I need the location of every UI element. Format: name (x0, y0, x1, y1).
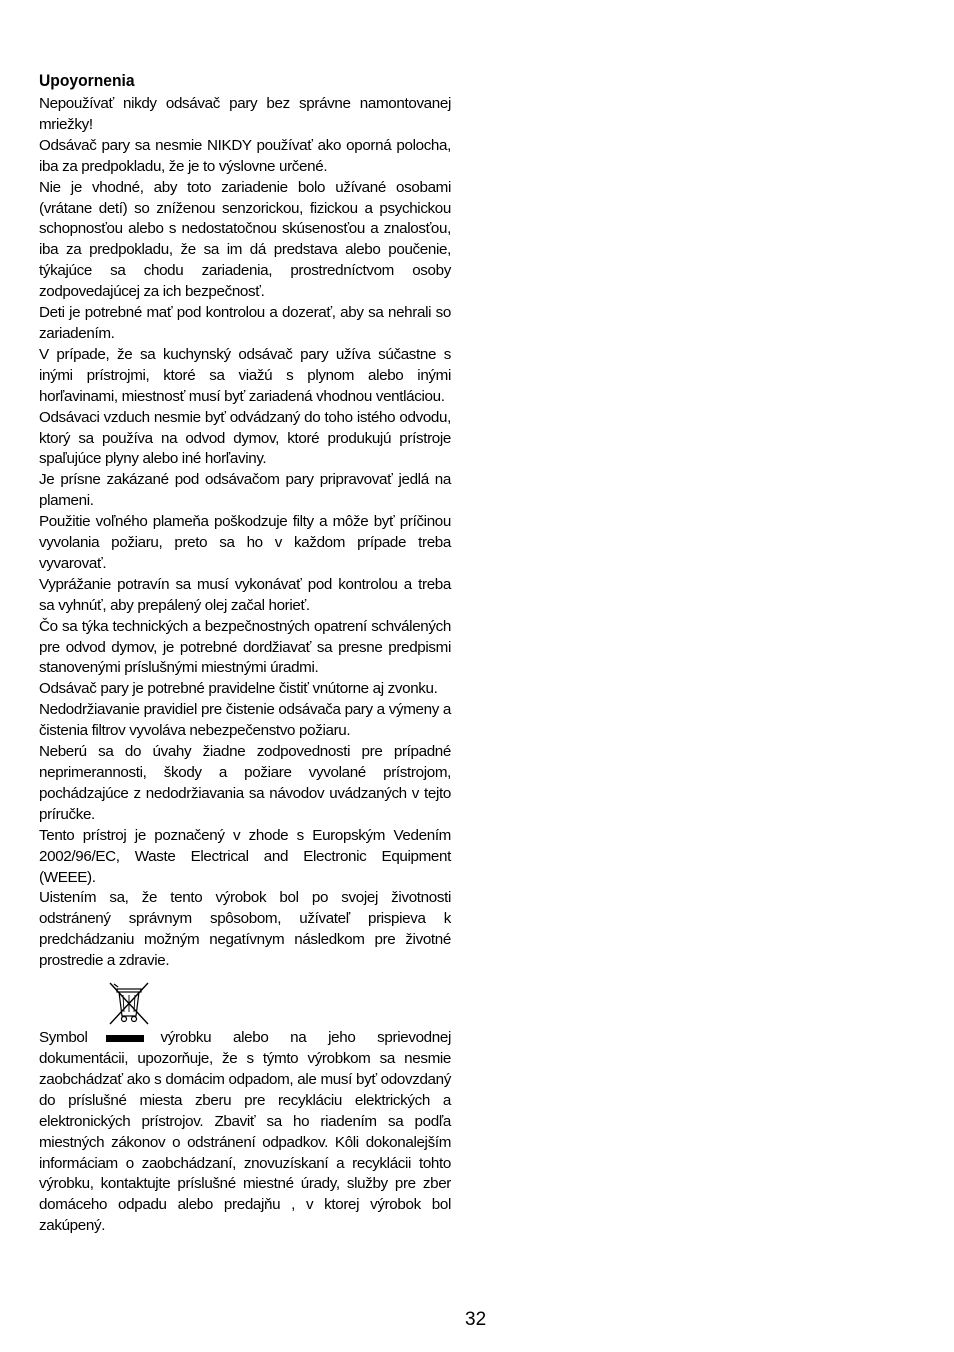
section-heading: Upoyornenia (39, 71, 135, 90)
paragraph: Je prísne zakázané pod odsávačom pary pripravovať jedlá na plameni. (39, 471, 451, 510)
paragraph: Čo sa týka technických a bezpečnostných opatrení schválených pre odvod dymov, je potrebné dordžiavať sa presne predpismi stanovenými príslušnými miestnými úradmi. (39, 617, 451, 677)
paragraph: Nepoužívať nikdy odsávač pary bez správne namontovanej mriežky! (39, 95, 451, 133)
paragraph: Uistením sa, že tento výrobok bol po svojej životnosti odstránený správnym spôsobom, užívateľ prispieva k predchádzaniu možným negatívnym následkom pre životné prostredie a zdravie. (39, 889, 451, 970)
paragraph: Použitie voľného plameňa poškodzuje filty a môže byť príčinou vyvolania požiaru, preto sa ho v každom prípade treba vyvarovať. (39, 513, 451, 572)
paragraph: Vyprážanie potravín sa musí vykonávať pod kontrolou a treba sa vyhnúť, aby prepálený olej začal horieť. (39, 575, 451, 614)
paragraph: Tento prístroj je poznačený v zhode s Europským Vedením 2002/96/EC, Waste Electrical and Electronic Equipment (WEEE). (39, 826, 451, 886)
paragraph: Odsávaci vzduch nesmie byť odvádzaný do toho istého odvodu, ktorý sa používa na odvod dymov, ktoré produkujú prístroje spaľujúce plyny alebo iné horľaviny. (39, 408, 451, 468)
symbol-lead: Symbol (39, 1029, 88, 1047)
paragraph: Nedodržiavanie pravidiel pre čistenie odsávača pary a výmeny a čistenia filtrov vyvoláva nebezpečenstvo požiaru. (39, 701, 451, 740)
paragraph: Odsávač pary sa nesmie NIKDY používať ako oporná polocha, iba za predpokladu, že je to výslovne určené. (39, 136, 451, 175)
paragraph: Odsávač pary je potrebné pravidelne čistiť vnútorne aj zvonku. (39, 680, 438, 698)
paragraph: V prípade, že sa kuchynský odsávač pary užíva súčastne s inými prístrojmi, ktoré sa viažú s plynom alebo inými horľavinami, miestnosť musí byť zariadená vhodnou ventláciou. (39, 345, 451, 405)
page-number: 32 (465, 1309, 487, 1330)
warnings-section (39, 70, 451, 1237)
crossed-out-wheelie-bin-icon (107, 980, 151, 1026)
symbol-paragraph (39, 1028, 451, 1237)
black-bar-symbol-icon (106, 1035, 144, 1042)
symbol-paragraph-text: výrobku alebo na jeho sprievodnej dokumentácii, upozorňuje, že s týmto výrobkom sa nesmie zaobchádzať ako s domácim odpadom, ale musí byť odovzdaný do príslušné miesta zberu pre recykláciu elektrických a elektronických prístrojov. Zbaviť sa ho riadením sa podľa miestných zákonov o odstránení odpadkov. Kôli dokonalejším informáciam o zaobchádzaní, znovuzískaní a recyklácii tohto výrobku, kontaktujte príslušné miestné úrady, služby pre zber domáceho odpadu alebo predajňu , v ktorej výrobok bol zakúpený. (39, 1029, 451, 1235)
paragraph: Nie je vhodné, aby toto zariadenie bolo užívané osobami (vrátane detí) so zníženou senzorickou, fizickou a psychickou schopnosťou alebo s nedostatočnou skúsenosťou a znalosťou, iba za predpokladu, že sa im dá predstava alebo poučenie, týkajúce sa chodu zariadenia, prostredníctvom osoby zodpovedajúcej za ich bezpečnosť. (39, 178, 451, 301)
paragraph: Deti je potrebné mať pod kontrolou a dozerať, aby sa nehrali so zariadením. (39, 304, 451, 342)
paragraph: Neberú sa do úvahy žiadne zodpovednosti pre prípadné neprimerannosti, škody a požiare vyvolané prístrojom, pochádzajúce z nedodržiavania sa návodov uvádzaných v tejto príručke. (39, 743, 451, 823)
